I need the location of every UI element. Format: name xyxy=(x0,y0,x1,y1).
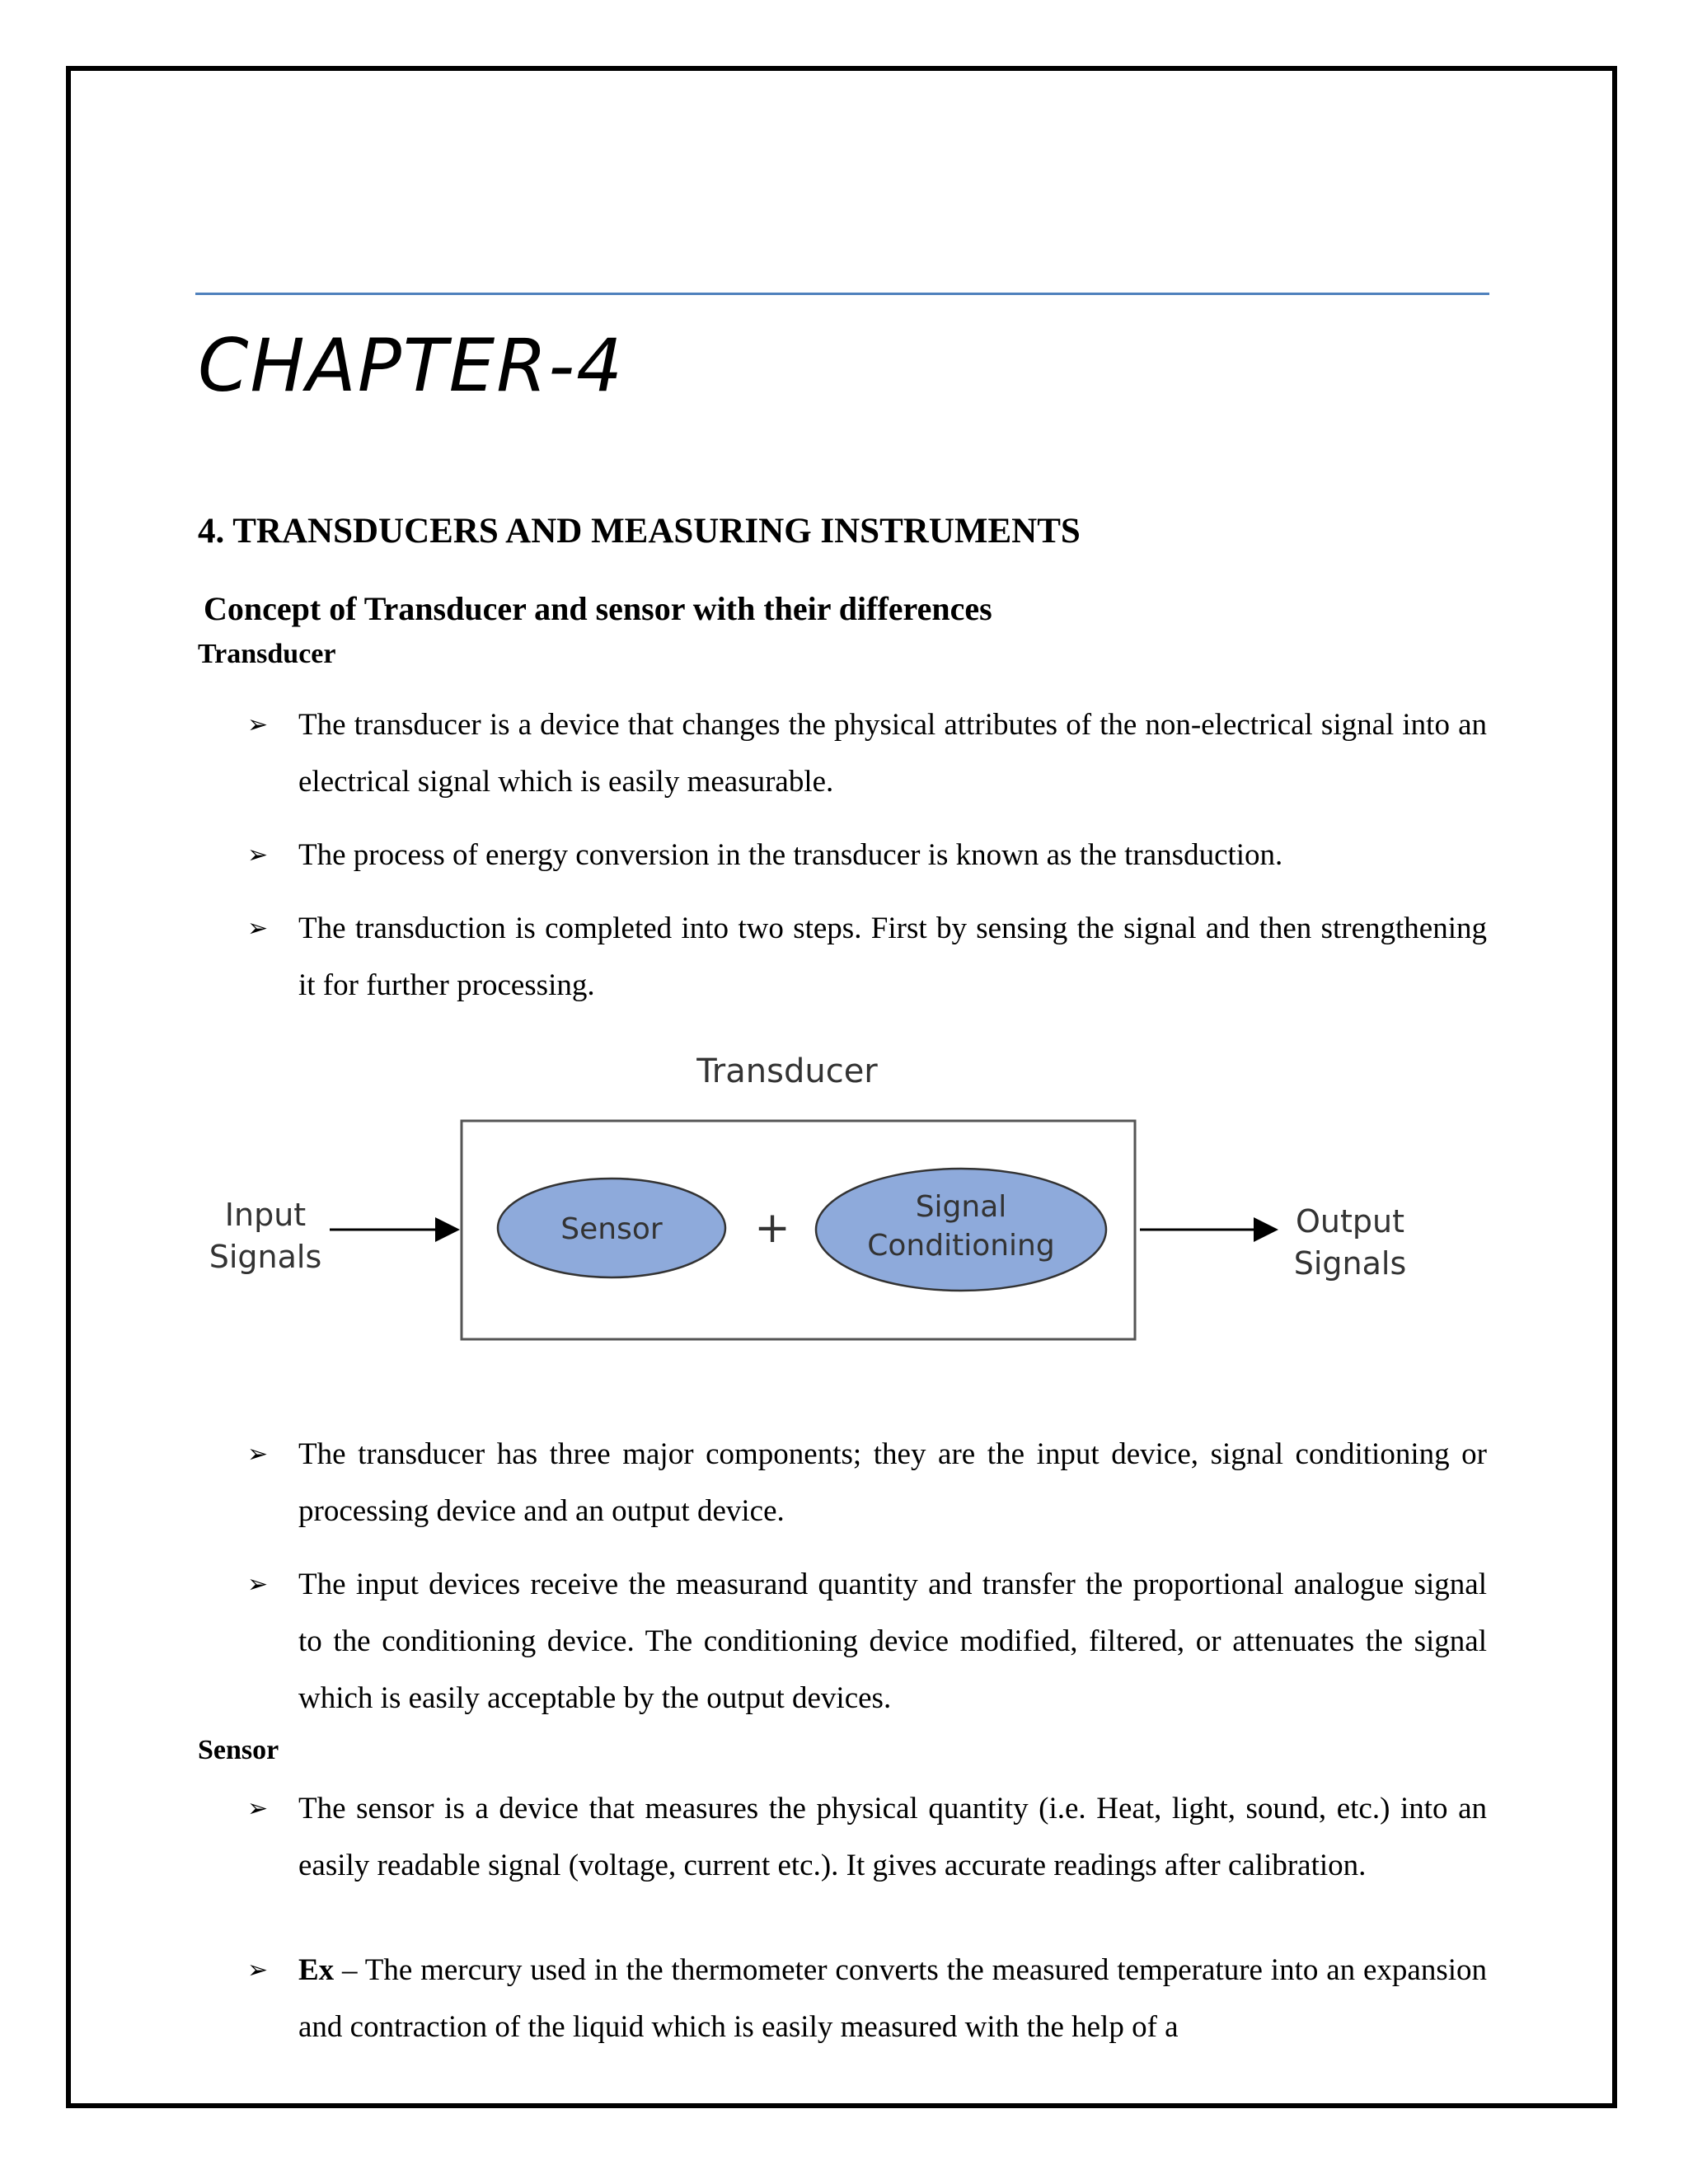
conditioning-label-line-2: Conditioning xyxy=(867,1229,1055,1263)
list-item: ➢ The transduction is completed into two steps. First by sensing the signal and then strengthening it for further processing. xyxy=(247,900,1487,1014)
chapter-rule xyxy=(195,293,1489,295)
arrow-bullet-icon: ➢ xyxy=(247,1440,269,1469)
output-label-line-1: Output xyxy=(1296,1203,1404,1240)
example-prefix: Ex xyxy=(298,1953,335,1987)
list-item xyxy=(247,1942,1487,2055)
conditioning-label-line-1: Signal xyxy=(915,1190,1007,1224)
transducer-heading: Transducer xyxy=(198,639,336,669)
list-item: ➢ The transducer has three major components; they are the input device, signal conditioning or processing device and an output device. xyxy=(247,1426,1487,1540)
section-heading: 4. TRANSDUCERS AND MEASURING INSTRUMENTS xyxy=(198,512,1081,551)
arrow-bullet-icon: ➢ xyxy=(247,1794,269,1823)
sensor-heading: Sensor xyxy=(198,1735,279,1765)
plus-sign: + xyxy=(754,1203,790,1253)
output-label-line-2: Signals xyxy=(1293,1245,1407,1282)
sensor-label: Sensor xyxy=(560,1212,663,1246)
chapter-title: CHAPTER-4 xyxy=(198,323,625,408)
arrow-bullet-icon: ➢ xyxy=(247,841,269,869)
arrow-bullet-icon: ➢ xyxy=(247,1570,269,1599)
arrow-bullet-icon: ➢ xyxy=(247,710,269,739)
list-item: ➢ The transducer is a device that changes the physical attributes of the non-electrical signal into an electrical signal which is easily measurable. xyxy=(247,696,1487,810)
section-subheading: Concept of Transducer and sensor with their differences xyxy=(204,590,992,627)
arrow-bullet-icon: ➢ xyxy=(247,914,269,943)
input-label-line-2: Signals xyxy=(209,1239,322,1275)
transducer-diagram xyxy=(198,1047,1451,1376)
list-item: ➢ The input devices receive the measurand quantity and transfer the proportional analogue signal to the conditioning device. The conditioning device modified, filtered, or attenuates the signal which is easily acceptable by the output devices. xyxy=(247,1556,1487,1727)
example-text: – The mercury used in the thermometer converts the measured temperature into an expansion and contraction of the liquid which is easily measured with the help of a xyxy=(298,1953,1487,2044)
diagram-title: Transducer xyxy=(696,1052,878,1090)
arrow-bullet-icon: ➢ xyxy=(247,1956,269,1985)
transducer-bullets-2 xyxy=(247,1426,1487,1727)
transducer-bullets-1 xyxy=(247,696,1487,1014)
list-item: ➢ The process of energy conversion in the transducer is known as the transduction. xyxy=(247,827,1487,883)
sensor-bullets xyxy=(247,1780,1487,2055)
list-item: ➢ The sensor is a device that measures the physical quantity (i.e. Heat, light, sound, etc.) into an easily readable signal (voltage, current etc.). It gives accurate readings after calibration. xyxy=(247,1780,1487,1894)
input-label-line-1: Input xyxy=(224,1197,307,1233)
